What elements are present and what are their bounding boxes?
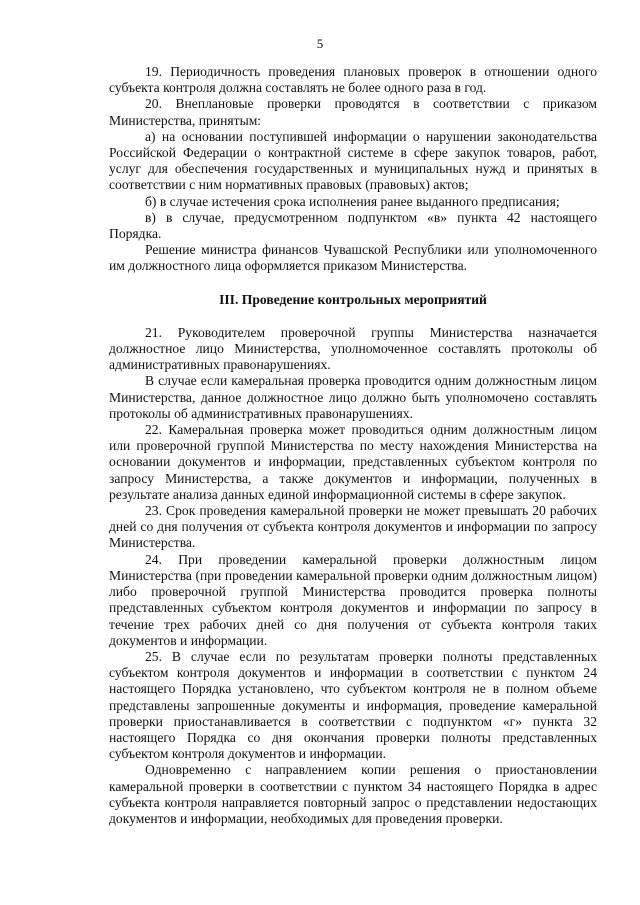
paragraph-25: 25. В случае если по результатам проверки полноты представленных субъектом контроля документов и информации в соответствии с пунктом 24 настоящего Порядка установлено, что субъектом контроля не в полном объеме представлены запрошенные документы и информация, проведение камеральной проверки приостанавливается в соответствии с подпунктом «г» пункта 32 настоящего Порядка со дня окончания проверки полноты представленных субъектом контроля документов и информации.: [109, 648, 597, 762]
paragraph-22: 22. Камеральная проверка может проводиться одним должностным лицом или проверочной группой Министерства по месту нахождения Министерства на основании документов и информации, представленных субъектом контроля по запросу Министерства, а также документов и информации, полученных в результате анализа данных единой информационной системы в сфере закупок.: [109, 422, 597, 502]
paragraph-19: 19. Периодичность проведения плановых проверок в отношении одного субъекта контроля должна составлять не более одного раза в год.: [109, 64, 597, 96]
paragraph-25-repeat-request: Одновременно с направлением копии решения о приостановлении камеральной проверки в соответствии с пунктом 34 настоящего Порядка в адрес субъекта контроля направляется повторный запрос о представлении недостающих документов и информации, необходимых для проведения проверки.: [109, 762, 597, 826]
paragraph-20-a: а) на основании поступившей информации о нарушении законодательства Российской Федерации о контрактной системе в сфере закупок товаров, работ, услуг для обеспечения государственных и муниципальных нужд и принятых в соответствии с ним нормативных правовых (правовых) актов;: [109, 128, 597, 193]
paragraph-20-v: в) в случае, предусмотренном подпунктом «в» пункта 42 настоящего Порядка.: [109, 209, 597, 242]
paragraph-20: 20. Внеплановые проверки проводятся в соответствии с приказом Министерства, принятым:: [109, 96, 597, 128]
page-number: 5: [316, 36, 324, 51]
paragraph-21-single-official: В случае если камеральная проверка проводится одним должностным лицом Министерства, данное должностное лицо должно быть уполномочено составлять протоколы об административных правонарушениях.: [109, 373, 597, 421]
paragraph-23: 23. Срок проведения камеральной проверки не может превышать 20 рабочих дней со дня получения от субъекта контроля документов и информации по запросу Министерства.: [109, 503, 597, 551]
paragraph-21: 21. Руководителем проверочной группы Министерства назначается должностное лицо Министерства, уполномоченное составлять протоколы об административных правонарушениях.: [109, 324, 597, 373]
document-body: [109, 64, 597, 827]
paragraph-20-b: б) в случае истечения срока исполнения ранее выданного предписания;: [145, 193, 560, 209]
paragraph-24: 24. При проведении камеральной проверки должностным лицом Министерства (при проведении камеральной проверки одним должностным лицом) либо проверочной группой Министерства проводится проверка полноты представленных субъектом контроля документов и информации по запросу в течение трех рабочих дней со дня получения от субъекта контроля таких документов и информации.: [109, 551, 597, 648]
section-heading: III. Проведение контрольных мероприятий: [219, 291, 487, 307]
paragraph-decision: Решение министра финансов Чувашской Республики или уполномоченного им должностного лица оформляется приказом Министерства.: [109, 242, 597, 274]
